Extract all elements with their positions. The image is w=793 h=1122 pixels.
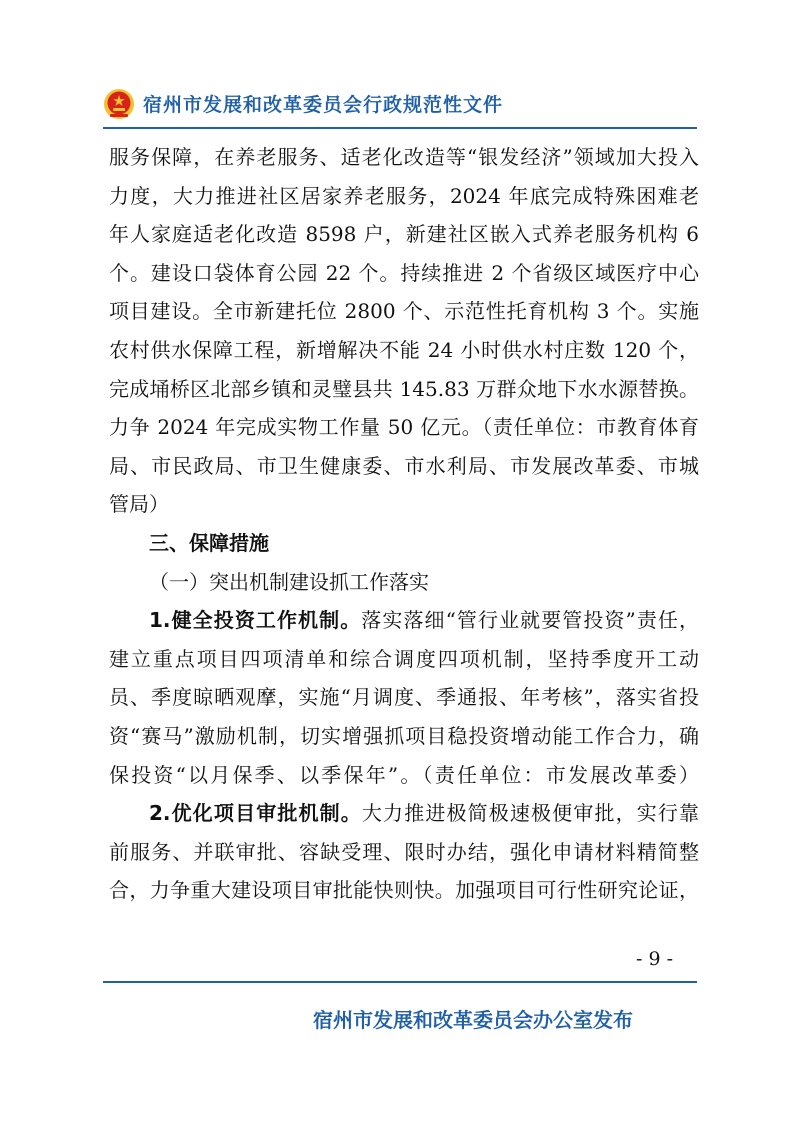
text-line: 力争 2024 年完成实物工作量 50 亿元。（责任单位：市教育体育 — [109, 415, 699, 440]
text-line: 保投资“以月保季、以季保年”。（责任单位：市发展改革委） — [109, 762, 699, 787]
text-line: 局、市民政局、市卫生健康委、市水利局、市发展改革委、市城 — [109, 453, 699, 478]
text-line: 建立重点项目四项清单和综合调度四项机制，坚持季度开工动 — [109, 646, 699, 671]
text-line: 管局） — [109, 492, 169, 517]
text-line: 员、季度晾晒观摩，实施“月调度、季通报、年考核”，落实省投 — [109, 685, 699, 710]
document-header — [103, 86, 703, 122]
paragraph-text: 落实落细“管行业就要管投资”责任， — [361, 608, 699, 633]
header-title: 宿州市发展和改革委员会行政规范性文件 — [143, 94, 504, 116]
text-line: 服务保障，在养老服务、适老化改造等“银发经济”领域加大投入 — [109, 145, 699, 169]
text-line: 合，力争重大建设项目审批能快则快。加强项目可行性研究论证， — [109, 878, 699, 903]
footer-divider — [103, 981, 697, 983]
paragraph-lead: 2.优化项目审批机制。 — [149, 801, 362, 826]
national-emblem-icon — [103, 88, 135, 120]
header-divider — [103, 127, 697, 129]
text-line: 完成埇桥区北部乡镇和灵璧县共 145.83 万群众地下水水源替换。 — [109, 376, 699, 401]
document-body — [109, 138, 699, 910]
text-line: 前服务、并联审批、容缺受理、限时办结，强化申请材料精简整 — [109, 839, 699, 864]
page-number: - 9 - — [636, 948, 674, 970]
text-line: 个。建设口袋体育公园 22 个。持续推进 2 个省级区域医疗中心 — [109, 260, 699, 285]
paragraph-first-line — [109, 601, 699, 640]
text-line: 力度，大力推进社区居家养老服务，2024 年底完成特殊困难老 — [109, 183, 699, 208]
paragraph-text: 大力推进极简极速极便审批，实行靠 — [361, 801, 699, 826]
text-line: 资“赛马”激励机制，切实增强抓项目稳投资增动能工作合力，确 — [109, 723, 699, 748]
paragraph-lead: 1.健全投资工作机制。 — [149, 608, 362, 633]
footer-publisher: 宿州市发展和改革委员会办公室发布 — [313, 1008, 633, 1032]
text-line: 年人家庭适老化改造 8598 户，新建社区嵌入式养老服务机构 6 — [109, 222, 699, 247]
text-line: 项目建设。全市新建托位 2800 个、示范性托育机构 3 个。实施 — [109, 299, 699, 324]
paragraph-first-line — [109, 794, 699, 833]
subsection-heading: （一）突出机制建设抓工作落实 — [149, 569, 429, 594]
section-heading: 三、保障措施 — [149, 530, 269, 555]
text-line: 农村供水保障工程，新增解决不能 24 小时供水村庄数 120 个， — [109, 337, 699, 362]
